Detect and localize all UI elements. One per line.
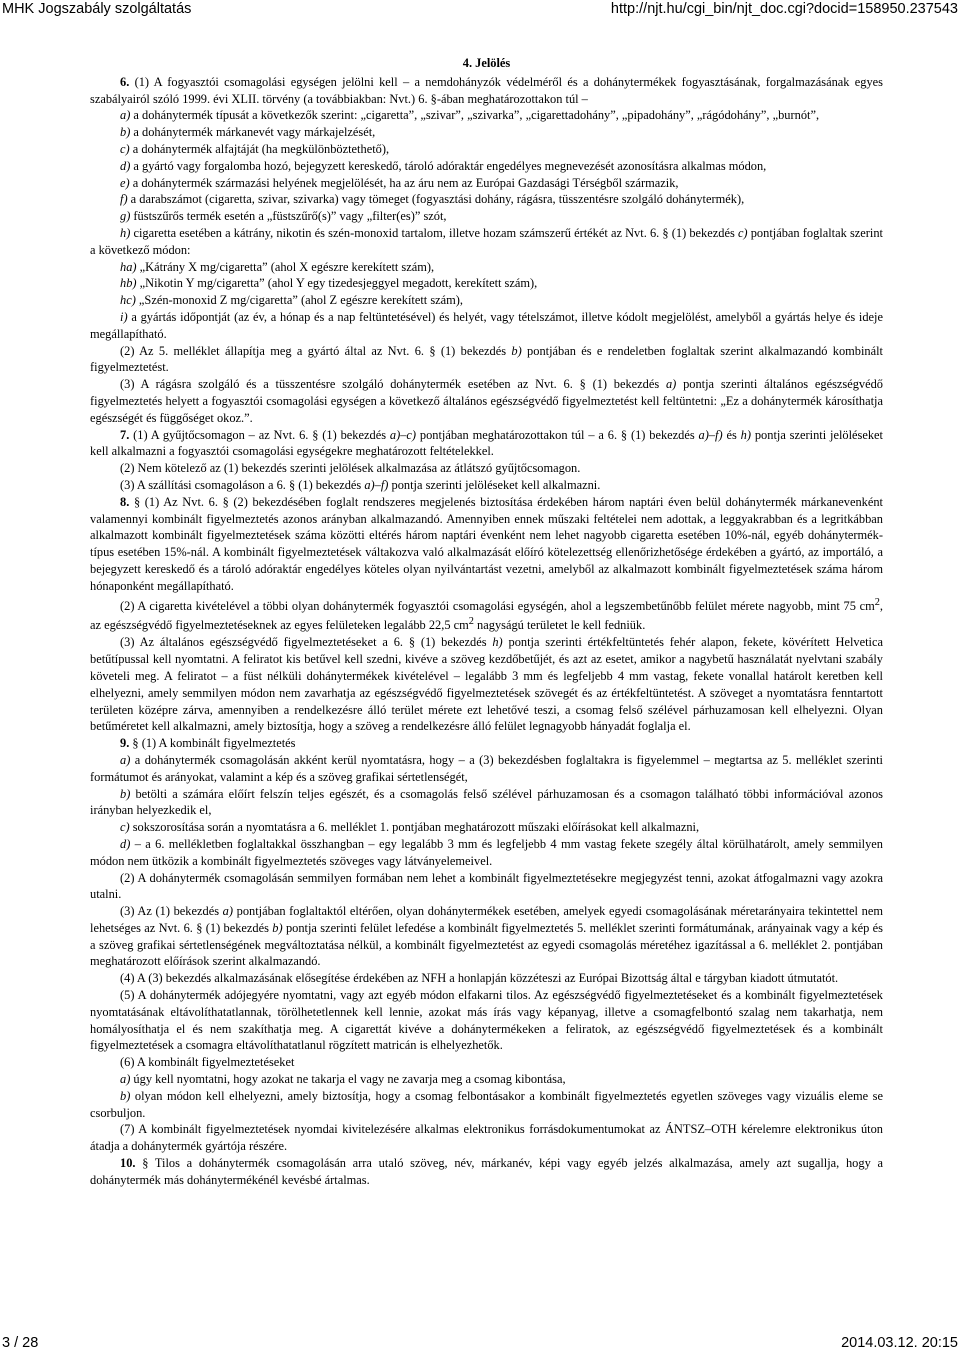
paragraph: a) a dohánytermék típusát a következők szerint: „cigaretta”, „szivar”, „szivarka”, „cigarettadohány”, „pipadohány”, „rágódohány”, „burnót”, [120, 108, 820, 123]
paragraph: i) a gyártás időpontját (az év, a hónap és a nap feltüntetésével) és helyét, vagy tételszámot, illetve kódolt megjelölést, amelyből a gyártás helye és ideje megállapítható. [90, 309, 883, 341]
paragraph: c) a dohánytermék alfajtáját (ha megkülönböztethető), [120, 141, 390, 156]
header-url[interactable]: http://njt.hu/cgi_bin/njt_doc.cgi?docid=158950.237543 [610, 1, 958, 17]
paragraph: c) sokszorosítása során a nyomtatásra a 6. melléklet 1. pontjában meghatározott műszaki előírásokat kell alkalmazni, [120, 820, 700, 835]
paragraph: a) a dohánytermék csomagolásán akként kerül nyomtatásra, hogy – a (3) bekezdésben foglaltakra is figyelemmel – megtartsa az 5. melléklet szerinti formátumot és arányokat, valamint a kép és a szöveg grafikai sértetlenségét, [90, 752, 883, 784]
paragraph: b) olyan módon kell elhelyezni, amely biztosítja, hogy a csomag felbontásakor a kombinált figyelmeztetés egyetlen szöveges vagy vizuális eleme se csorbuljon. [90, 1088, 883, 1120]
paragraph: (3) A rágásra szolgáló és a tüsszentésre szolgáló dohánytermék esetében az Nvt. 6. § (1) bekezdés a) pontja szerinti általános egészségvédő figyelmeztetés helyett a fogyasztói csomagolási egységen a következő általános egészségvédő figyelmeztetést kell feltüntetni: „Ez a dohánytermék károsíthatja egészségét és függőséget okoz.”. [90, 377, 883, 425]
paragraph: a) úgy kell nyomtatni, hogy azokat ne takarja el vagy ne zavarja meg a csomag kibontása, [120, 1072, 566, 1087]
paragraph: (2) A cigaretta kivételével a többi olyan dohánytermék fogyasztói csomagolási egységén, ahol a legszembetűnőbb felület mérete nagyobb, mint 75 $cm^2$, az egészségvédő figyelmeztetéseknek az egyes felületeken legalább 22,5 $cm^2$ nagyságú területet le kell fedniük. [90, 596, 883, 633]
paragraph: ha) „Kátrány X mg/cigaretta” (ahol X egészre kerekített szám), [120, 259, 435, 274]
paragraph: (2) Nem kötelező az (1) bekezdés szerinti jelölések alkalmazása az átlátszó gyűjtőcsomagon. [120, 461, 581, 476]
paragraph: b) betölti a számára előírt felszín teljes egészét, és a csomagolás felső szélével párhuzamosan és a csomagon található többi információval azonos irányban helyezkedik el, [90, 786, 883, 818]
header-source-title: MHK Jogszabály szolgáltatás [2, 1, 192, 17]
paragraph: e) a dohánytermék származási helyének megjelölését, ha az áru nem az Európai Gazdasági Térségből származik, [120, 175, 679, 190]
paragraph: (3) A szállítási csomagoláson a 6. § (1) bekezdés a)–f) pontja szerinti jelöléseket kell alkalmazni. [120, 477, 601, 492]
paragraph: hc) „Szén-monoxid Z mg/cigaretta” (ahol Z egészre kerekített szám), [120, 293, 464, 308]
paragraph: g) füstszűrős termék esetén a „füstszűrő(s)” vagy „filter(es)” szót, [120, 209, 447, 224]
paragraph: (3) Az (1) bekezdés a) pontjában foglaltaktól eltérően, olyan dohánytermékek esetében, amelyek egyedi csomagolásának méretarányaira tekintettel nem lehetséges az Nvt. 6. § (1) bekezdés b) pontja szerinti felület lefedése a kombinált figyelmeztetés 5. melléklet szerinti formátumának, arányainak vagy a kép és a szöveg grafikai sértetlenségének megváltoztatása nélkül, a kombinált figyelmeztetést az egyedi csomagolás méretéhez igazítással a 6. melléklet 2. pontjában meghatározott előírások szerint alkalmazandó. [90, 904, 883, 969]
paragraph: d) a gyártó vagy forgalomba hozó, bejegyzett kereskedő, tároló adóraktár engedélyes megnevezését azonosításra alkalmas módon, [120, 158, 767, 173]
paragraph: 6. (1) A fogyasztói csomagolási egységen jelölni kell – a nemdohányzók védelméről és a dohánytermékek fogyasztásának, forgalmazásának egyes szabályairól szóló 1999. évi XLII. törvény (a továbbiakban: Nvt.) 6. §-ában meghatározottakon túl – [90, 74, 883, 106]
paragraph: (5) A dohánytermék adójegyére nyomtatni, vagy azt egyéb módon elfakarni tilos. Az egészségvédő figyelmeztetéseket és a kombinált figyelmeztetések nyomtatásának eltávolíthatatlannak, törölhetetlennek kell lennie, azokat más írás vagy képanyag, illetve a csomagfelbontó szalag nem takarhatja, nem homályosíthatja el és nem szakíthatja meg. A cigarettát kivéve a dohánytermékeken a feliratok, az egészségvédő figyelmeztetések és a kombinált figyelmeztetések a csomagra eltávolíthatatlanul rögzített matricán is elhelyezhetők. [90, 988, 883, 1053]
paragraph: (6) A kombinált figyelmeztetéseket [120, 1055, 295, 1070]
paragraph: h) cigaretta esetében a kátrány, nikotin és szén-monoxid tartalom, illetve hozam számszerű értékét az Nvt. 6. § (1) bekezdés c) pontjában foglaltak szerint a következő módon: [90, 225, 883, 257]
paragraph: (4) A (3) bekezdés alkalmazásának elősegítése érdekében az NFH a honlapján közzéteszi az Európai Bizottság által e tárgyban kiadott útmutatót. [120, 971, 839, 986]
paragraph: 8. § (1) Az Nvt. 6. § (2) bekezdésében foglalt rendszeres megjelenés biztosítása érdekében három naptári éven belül dohánytermék márkanevenként valamennyi kombinált figyelmeztetés azonos arányban alkalmazandó. Amennyiben ennek műszaki feltételei nem adottak, a leggyakrabban és a legritkábban alkalmazott kombinált figyelmeztetések száma közötti eltérés három naptári évenként nem lehet nagyobb cigaretta esetében 10%-nál, egyéb dohánytermék-típus esetében 15%-nál. A kombinált figyelmeztetések váltakozva való alkalmazását előíró kötelezettség ellenőrizhetősége érdekében a gyártó, az importáló, a bejegyzett kereskedő és a tároló adóraktár engedélyes köteles olyan nyilvántartást vezetni, amelyből az alkalmazott kombinált figyelmeztetések száma három hónaponként megállapítható. [90, 494, 883, 593]
document-body [90, 55, 883, 1189]
paragraph: (2) Az 5. melléklet állapítja meg a gyártó által az Nvt. 6. § (1) bekezdés b) pontjában és e rendeletben foglaltak szerint alkalmazandó kombinált figyelmeztetést. [90, 343, 883, 375]
paragraph: (7) A kombinált figyelmeztetések nyomdai kivitelezésére alkalmas elektronikus forrásdokumentumokat az ÁNTSZ–OTH kérelemre elektronikus úton átadja a dohánytermék gyártója részére. [90, 1122, 883, 1154]
paragraph: 9. § (1) A kombinált figyelmeztetés [120, 736, 296, 751]
paragraph: hb) „Nikotin Y mg/cigaretta” (ahol Y egy tizedesjeggyel megadott, kerekített szám), [120, 276, 538, 291]
paragraph: d) – a 6. mellékletben foglaltakkal összhangban – egy legalább 3 mm és legfeljebb 4 mm vastag fekete szegély által körülhatárolt, amely semmilyen módon nem ütközik a kombinált figyelmeztetés szöveges vagy látványelemeivel. [90, 836, 883, 868]
paragraph: b) a dohánytermék márkanevét vagy márkajelzését, [120, 125, 376, 140]
section-title: 4. Jelölés [462, 56, 511, 70]
footer-datetime: 2014.03.12. 20:15 [841, 1335, 958, 1351]
paragraph: 10. § Tilos a dohánytermék csomagolásán arra utaló szöveg, név, márkanév, képi vagy egyéb jelzés alkalmazása, amely azt sugallja, hogy a dohánytermék más dohánytermékénél kevésbé ártalmas. [90, 1156, 883, 1187]
paragraph: f) a darabszámot (cigaretta, szivar, szivarka) vagy tömeget (fogyasztási dohány, rágásra, tüsszentésre szolgáló dohánytermék), [120, 192, 745, 207]
paragraph-list [90, 74, 883, 1189]
paragraph: (3) Az általános egészségvédő figyelmeztetéseket a 6. § (1) bekezdés h) pontja szerinti értékfeltüntetés fehér alapon, fekete, kövérített Helvetica betűtípussal kell nyomtatni. A feliratot kis betűvel kell szedni, kivéve a szöveg kezdőbetűjét, és azt az esetet, amikor a nagybetű használatát nyelvtani szabály követeli meg. A feliratot – a füst nélküli dohánytermékek kivételével – legalább 3 mm és legfeljebb 4 mm vastag, fekete vonallal határolt keretben kell elhelyezni, amely semmilyen módon nem zavarhatja az egészségvédő figyelmeztetések szövegét és az értékfeltüntetést. A szöveget a nyomtatásra fenntartott területen középre zárva, amennyiben a rendelkezésre álló terület mérete ezt lehetővé teszi, a csomag felső szélével párhuzamosan kell elhelyezni. Olyan betűméretet kell alkalmazni, amely biztosítja, hogy a szöveg a rendelkezésre álló felület legnagyobb hányadát foglalja el. [90, 635, 883, 734]
paragraph: (2) A dohánytermék csomagolásán semmilyen formában nem lehet a kombinált figyelmeztetésekre megjegyzést tenni, azokat átfogalmazni vagy azokra utalni. [90, 870, 883, 902]
footer-page-number: 3 / 28 [2, 1335, 39, 1351]
paragraph: 7. (1) A gyűjtőcsomagon – az Nvt. 6. § (1) bekezdés a)–c) pontjában meghatározottakon túl – a 6. § (1) bekezdés a)–f) és h) pontja szerinti jelöléseket kell alkalmazni a fogyasztói csomagolási egységekre meghatározott feltételekkel. [90, 427, 883, 459]
